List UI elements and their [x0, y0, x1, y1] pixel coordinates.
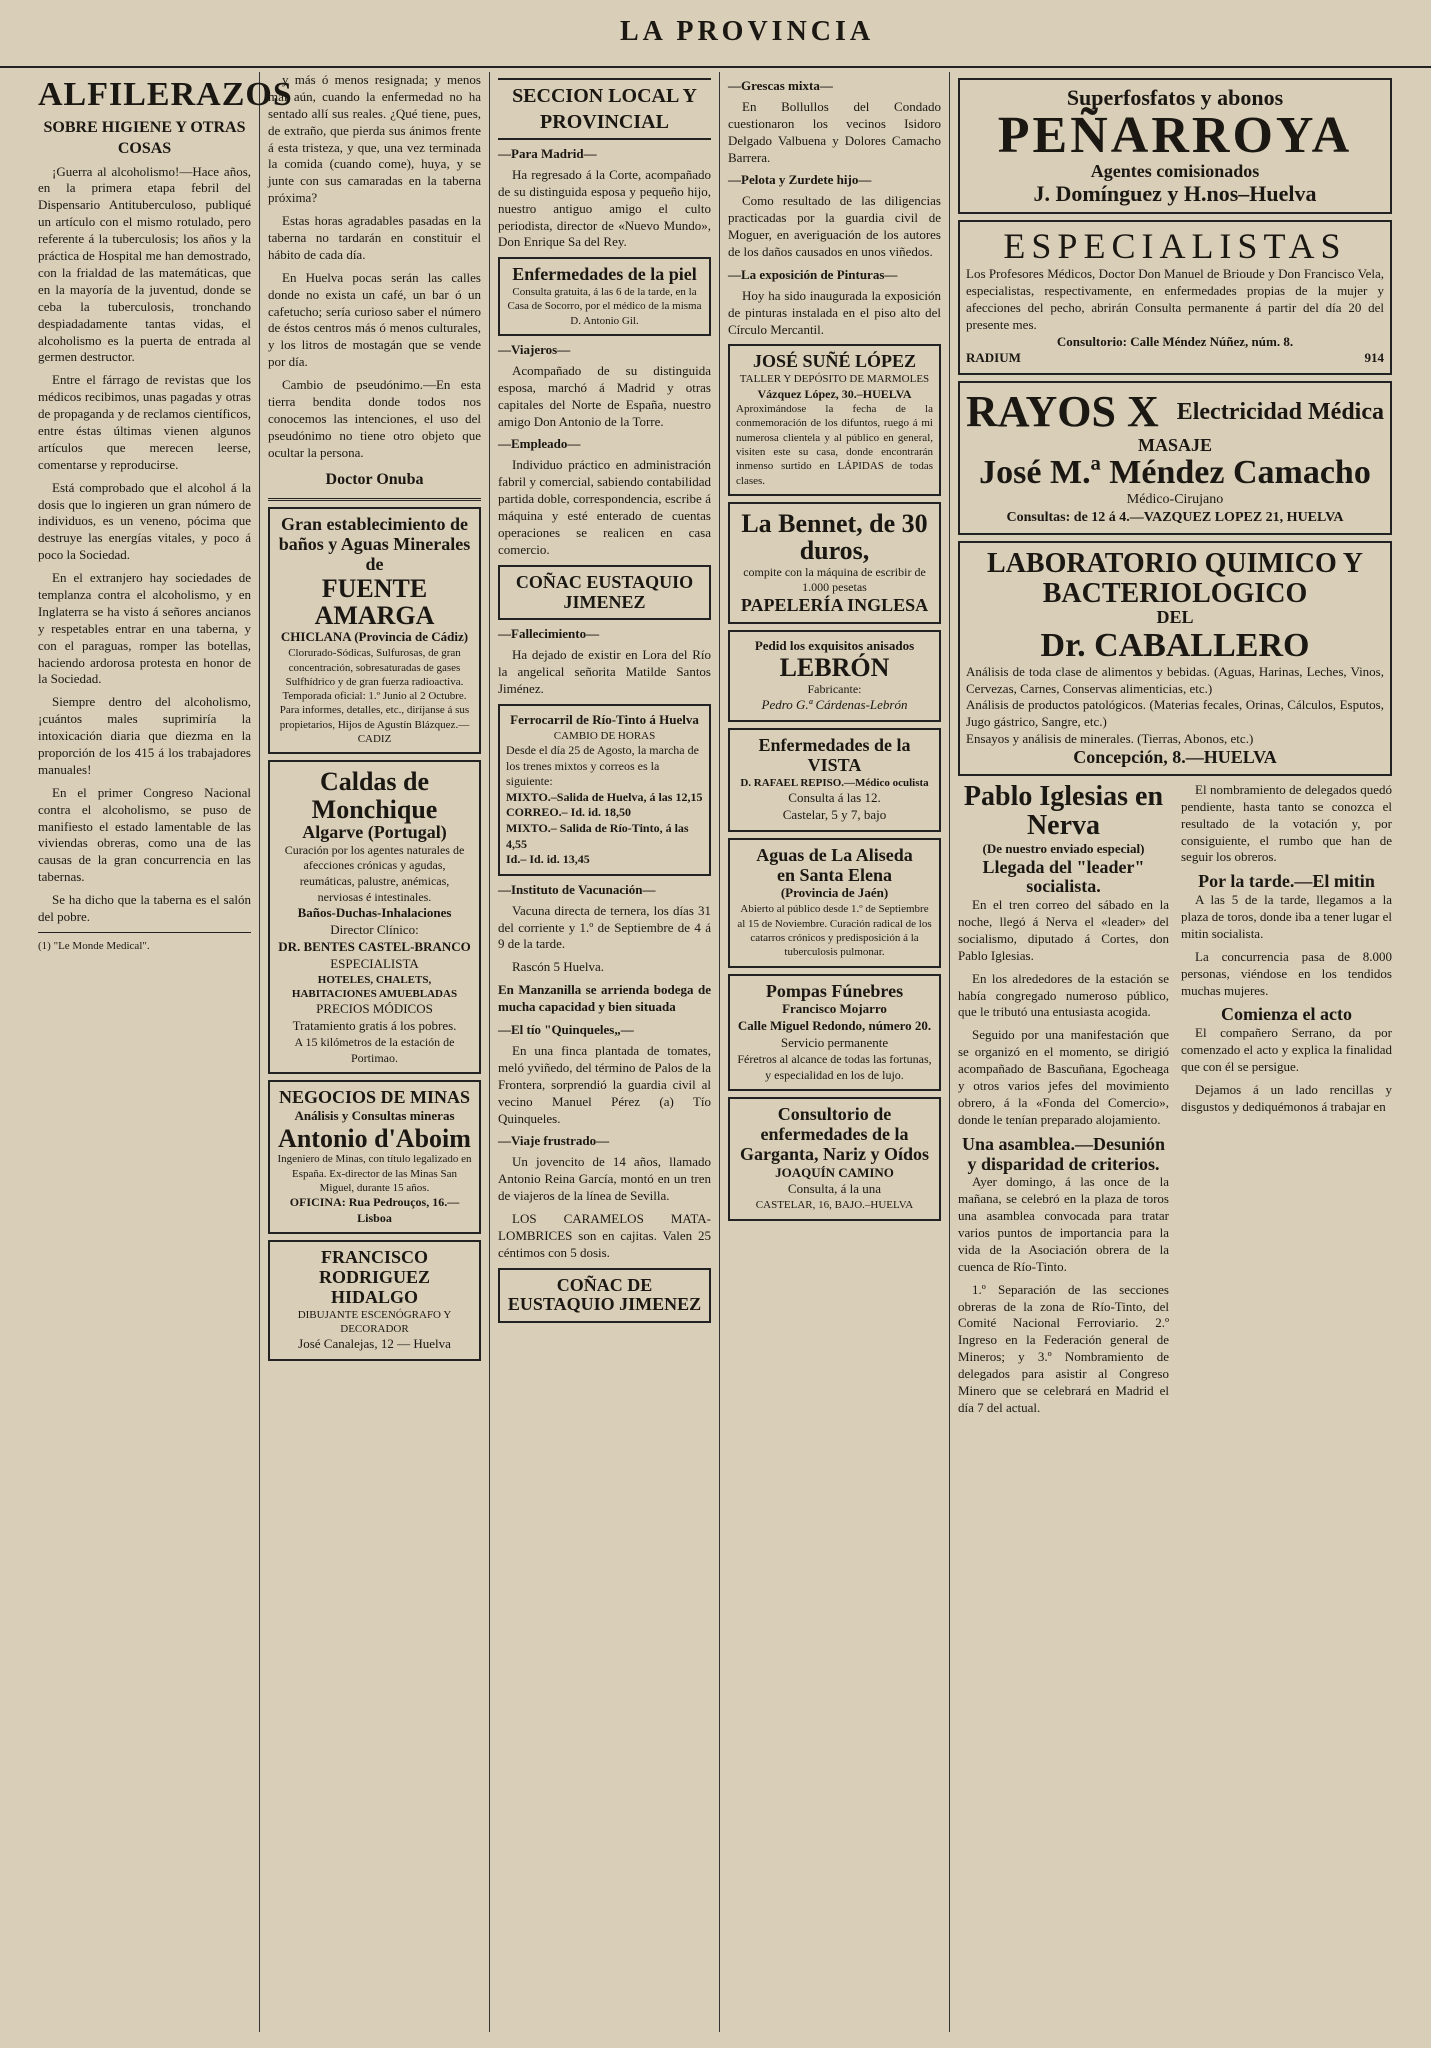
divider — [38, 932, 251, 933]
paragraph: Cambio de pseudónimo.—En esta tierra bendita donde todos nos conocemos las intenciones, el uso del pseudónimo no tiene otro objeto que ocultar la persona. — [268, 377, 481, 460]
ad-radium: RADIUM — [966, 350, 1021, 366]
ad-place: Algarve (Portugal) — [302, 821, 447, 842]
ad-hours: Consulta á las 12. — [788, 790, 881, 806]
section-title: SECCION LOCAL Y PROVINCIAL — [498, 78, 711, 140]
ad-doctor: JOAQUÍN CAMINO — [775, 1164, 894, 1180]
ad-masaje: MASAJE — [1137, 434, 1212, 455]
ad-title: ESPECIALISTAS — [1003, 226, 1347, 267]
ad-text: Aproximándose la fecha de la conmemoración de los difuntos, ruego á mi numerosa clientela y al público en general, visiten este su casa, donde encontrarán inmenso surtido en LÁPIDAS de todas clases. — [736, 403, 933, 487]
paragraph: Ha dejado de existir en Lora del Río la angelical señorita Matilde Santos Jiménez. — [498, 647, 711, 696]
article-heading: Por la tarde.—El mitin — [1198, 871, 1375, 892]
ad-pretitle: Pedid los exquisitos anisados — [754, 637, 915, 653]
notice-text: Consulta gratuita, á las 6 de la tarde, en la Casa de Socorro, por el médico de la misma D. Antonio Gil. — [507, 286, 702, 327]
paragraph: y más ó menos resignada; y menos mal aún, cuando la enfermedad no ha sentado allí sus reales. ¿Qué tiene, pues, de extraño, que pierda sus ánimos frente á esta tristeza, y que, una vez terminada la comida (cuando come), huya, y se junte con sus camaradas en la taberna próxima? — [268, 72, 481, 206]
ad-rayos-x — [958, 381, 1392, 535]
ad-text: Abierto al público desde 1.º de Septiembre al 15 de Noviembre. Curación radical de los catarros crónicos y predisposición á la tuberculosis pulmonar. — [737, 903, 932, 959]
column-4 — [720, 72, 950, 2032]
ad-cognac — [498, 565, 711, 621]
news-heading: —El tío "Quinqueles„— — [498, 1022, 634, 1038]
ad-hotels: HOTELES, CHALETS, HABITACIONES AMUEBLADAS — [291, 973, 458, 1000]
paragraph: Como resultado de las diligencias practicadas por la guardia civil de Moguer, en averiguación de los autores de los daños causados en unos viñedos. — [728, 193, 941, 260]
ad-fab-label: Fabricante: — [807, 681, 862, 696]
ad-free: Tratamiento gratis á los pobres. — [292, 1018, 457, 1034]
ad-service: Servicio permanente — [780, 1035, 889, 1051]
news-heading: —Fallecimiento— — [498, 626, 600, 642]
divider — [268, 498, 481, 501]
train-row: CORREO.– Id. id. 18,50 — [506, 805, 632, 820]
ad-lebron — [728, 630, 941, 723]
newspaper-title: LA PROVINCIA — [620, 16, 875, 47]
ad-agents: Agentes comisionados — [1090, 161, 1260, 182]
ad-address: CASTELAR, 16, BAJO.–HUELVA — [755, 1199, 914, 1212]
masthead — [0, 10, 1431, 68]
ad-text: Ensayos y análisis de minerales. (Tierras, Abonos, etc.) — [966, 731, 1254, 747]
ad-services: Baños-Duchas-Inhalaciones — [297, 905, 452, 921]
paragraph: El nombramiento de delegados quedó pendiente, hasta tanto se conozca el resultado de la votación y, por consiguiente, el rumbo que han de seguir los obreros. — [1181, 781, 1392, 865]
paragraph: Hoy ha sido inaugurada la exposición de pinturas instalada en el piso alto del Círculo Mercantil. — [728, 287, 941, 337]
paragraph: En los alrededores de la estación se había congregado numeroso público, que le tributó una entusiasta acogida. — [958, 970, 1169, 1020]
ad-subtitle: TALLER Y DEPÓSITO DE MARMOLES — [739, 373, 930, 386]
news-heading: —Viaje frustrado— — [498, 1133, 610, 1149]
paragraph: La concurrencia pasa de 8.000 personas, viéndose en los tendidos muchas mujeres. — [1181, 948, 1392, 998]
ad-maker: Pedro G.ª Cárdenas-Lebrón — [761, 697, 908, 713]
ad-hours: Consultas: de 12 á 4.—VAZQUEZ LOPEZ 21, HUELVA — [1006, 510, 1344, 526]
ad-hours: Consulta, á la una — [787, 1181, 882, 1197]
paragraph: ¡Guerra al alcoholismo!—Hace años, en la primera etapa febril del Dispensario Antituberculoso, publiqué un artículo con el mismo rotulado, pero referente á la tuberculosis; los años y la práctica de Hospital me han demostrado, con la frialdad de las matemáticas, que en la mayoría de la juventud, donde se ceba la tuberculosis, tronchando despiadadamente tantas vidas, el alcoholismo es la puerta de entrada al germen destructor. — [38, 163, 251, 365]
ad-caldas-monchique — [268, 760, 481, 1074]
news-heading: —Grescas mixta— — [728, 78, 833, 93]
footnote: (1) "Le Monde Medical". — [38, 939, 150, 952]
ad-address: Vázquez López, 30.–HUELVA — [757, 386, 912, 401]
paragraph: El compañero Serrano, da por comenzado el acto y explica la finalidad que con él se persigue. — [1181, 1025, 1392, 1075]
paragraph: Siempre dentro del alcoholismo, ¡cuántos males suprimiría la intoxicación diaria que diezma en la proporción de los 415 á los trabajadores manuales! — [38, 694, 251, 777]
article-subtitle: (De nuestro enviado especial) — [982, 840, 1145, 856]
ad-text: Clorurado-Sódicas, Sulfurosas, de gran concentración, sobresaturadas de gases Sulfhídrico y de gran fuerza radioactiva. Temporada oficial: 1.º Junio al 2 Octubre. — [282, 647, 467, 703]
ad-name: PEÑARROYA — [997, 107, 1353, 165]
paragraph: En Bollullos del Condado cuestionaron los vecinos Isidoro Delgado Valbuena y Dolores Camacho Barrera. — [728, 98, 941, 165]
ad-laboratorio — [958, 541, 1392, 776]
ad-address: José Canalejas, 12 — Huelva — [298, 1336, 451, 1352]
notice-skin-diseases — [498, 257, 711, 336]
column-1 — [30, 72, 293, 2032]
railway-text: Desde el día 25 de Agosto, la marcha de los trenes mixtos y correos es la siguiente: — [506, 743, 699, 789]
ad-text: Análisis de toda clase de alimentos y bebidas. (Aguas, Harinas, Leches, Vinos, Cervezas, Carnes, Conservas alimenticias, etc.) — [966, 663, 1384, 696]
ad-title: COÑAC DE EUSTAQUIO JIMENEZ — [507, 1274, 702, 1315]
ad-name: José M.ª Méndez Camacho — [979, 454, 1371, 492]
news-heading: —Para Madrid— — [498, 146, 597, 161]
ad-address: Calle Miguel Redondo, número 20. — [737, 1018, 932, 1034]
train-row: Id.– Id. id. 13,45 — [506, 852, 590, 867]
ad-text: Análisis de productos patológicos. (Materias fecales, Orinas, Cálculos, Esputos, Jugo gástrico, Sangre, etc.) — [966, 697, 1384, 730]
ad-place: CHICLANA (Provincia de Cádiz) — [280, 629, 469, 645]
article-left — [958, 782, 1169, 1423]
news-heading: —Empleado— — [498, 436, 581, 452]
ad-address: Concepción, 8.—HUELVA — [1073, 747, 1277, 768]
ad-rodriguez-hidalgo — [268, 1240, 481, 1361]
paragraph: Seguido por una manifestación que se organizó en el momento, se dirigió acompañado de Bascuñana, Egocheaga y otros varios jefes del movimiento obrero, á la «Fonda del Comercio», donde le tenían preparado alojamiento. — [958, 1027, 1169, 1127]
column-5 — [950, 72, 1400, 2032]
ad-title: FRANCISCO RODRIGUEZ HIDALGO — [318, 1247, 430, 1307]
ad-sune-lopez — [728, 344, 941, 495]
ad-fuente-amarga — [268, 507, 481, 754]
paragraph: Ha regresado á la Corte, acompañado de su distinguida esposa y pequeño hijo, nuestro antiguo amigo el culto periodista, director de «Nuevo Mundo», Don Enrique Sa del Rey. — [498, 166, 711, 250]
article-subtitle: SOBRE HIGIENE Y OTRAS COSAS — [43, 119, 246, 157]
article-pablo-iglesias — [958, 782, 1392, 1423]
paragraph: Se ha dicho que la taberna es el salón del pobre. — [38, 892, 251, 924]
ad-title: LABORATORIO QUIMICO Y BACTERIOLOGICO — [987, 548, 1363, 609]
ad-title: NEGOCIOS DE MINAS — [278, 1087, 471, 1108]
paragraph: Un jovencito de 14 años, llamado Antonio Reina García, montó en un tren de viajeros de la línea de Sevilla. — [498, 1154, 711, 1204]
railway-subtitle: CAMBIO DE HORAS — [553, 729, 656, 742]
ad-pompas-funebres — [728, 974, 941, 1092]
ad-name: Antonio d'Aboim — [278, 1123, 471, 1153]
ad-title: La Bennet, de 30 duros, — [741, 508, 928, 566]
train-row: MIXTO.– Salida de Río-Tinto, á las 4,55 — [506, 821, 689, 851]
ad-role: Médico-Cirujano — [1126, 491, 1224, 507]
paragraph: En una finca plantada de tomates, meló yviñedo, del término de Palos de la Frontera, sorprendió la guardia civil al vecino Manuel Pérez (a) Tío Quinqueles. — [498, 1042, 711, 1126]
ad-garganta — [728, 1097, 941, 1220]
paragraph: En el extranjero hay sociedades de templanza contra el alcoholismo, y en Inglaterra se ha visto á señores ancianos y respetables entrar en una taberna, y con el paraguas, romper las botellas, haciendo ardorosa protesta en honor de la Sociedad. — [38, 570, 251, 687]
ad-text: Los Profesores Médicos, Doctor Don Manuel de Brioude y Don Francisco Vela, especialistas, respectivamente, en enfermedades propias de la mujer y afecciones del pecho, abrirán Consulta permanente á partir del día 20 del presente mes. — [966, 265, 1384, 332]
ad-title: RAYOS X — [966, 387, 1159, 437]
ad-province: (Provincia de Jaén) — [780, 885, 889, 901]
ad-text: compite con la máquina de escribir de 1.000 pesetas — [743, 564, 926, 595]
news-heading: —Instituto de Vacunación— — [498, 881, 656, 897]
article-heading: Llegada del "leader" socialista. — [982, 856, 1145, 897]
paragraph: En el primer Congreso Nacional contra el alcoholismo, se puso de manifiesto el estado lamentable de las viviendas obreras, como una de las causas de la gran concurrencia en las tabernas. — [38, 784, 251, 885]
ad-right-title: Electricidad Médica — [1176, 399, 1384, 426]
ad-especialistas — [958, 220, 1392, 375]
ad-title: Consultorio de enfermedades de la Garganta, Nariz y Oídos — [740, 1104, 929, 1164]
ad-del: DEL — [1156, 607, 1194, 628]
notice-title: Enfermedades de la piel — [512, 264, 697, 285]
ad-address: Castelar, 5 y 7, bajo — [782, 806, 887, 822]
ad-title: Pompas Fúnebres — [765, 980, 904, 1001]
ad-firm: J. Domínguez y H.nos–Huelva — [1033, 180, 1317, 206]
ad-name: Francisco Mojarro — [782, 1001, 887, 1017]
paragraph: En el tren correo del sábado en la noche, llegó á Nerva el «leader» del socialismo, diputado á Cortes, don Pablo Iglesias. — [958, 897, 1169, 963]
paragraph: 1.º Separación de las secciones obreras de la zona de Río-Tinto, del Comité Nacional Ferroviario. 2.º Ingreso en la Federación general de Mineros; y 3.º Nombramiento de delegados para asistir al Congreso Minero que se celebrará en Madrid el día 7 del actual. — [958, 1281, 1169, 1415]
article-title: Pablo Iglesias en Nerva — [963, 780, 1164, 842]
paragraph: Acompañado de su distinguida esposa, marchó á Madrid y otras capitales del Norte de España, nuestro amigo Don Antonio de la Torre. — [498, 362, 711, 429]
ad-aliseda — [728, 838, 941, 968]
article-heading: Una asamblea.—Desunión y disparidad de criterios. — [961, 1133, 1166, 1174]
ad-name: JOSÉ SUÑÉ LÓPEZ — [752, 351, 917, 372]
paragraph: Ayer domingo, á las once de la mañana, se celebró en la plaza de toros una asamblea convocada para tratar varios puntos de importancia para la vida de la Asociación obrera de la cuenca de Río-Tinto. — [958, 1174, 1169, 1274]
ad-title: Aguas de La Aliseda — [756, 844, 913, 865]
ad-header — [966, 389, 1384, 435]
train-row: MIXTO.–Salida de Huelva, á las 12,15 — [506, 789, 703, 804]
ad-prices: PRECIOS MÓDICOS — [316, 1001, 433, 1017]
ad-name: FUENTE AMARGA — [314, 573, 435, 631]
news-heading: —Viajeros— — [498, 342, 571, 358]
paragraph: Dejamos á un lado rencillas y disgustos y dediquémonos á trabajar en — [1181, 1081, 1392, 1114]
paragraph: A las 5 de la tarde, llegamos a la plaza de toros, donde iba a tener lugar el mitin socialista. — [1181, 892, 1392, 941]
ad-title: Caldas de Monchique — [311, 767, 438, 824]
ad-bennet — [728, 502, 941, 624]
column-3 — [490, 72, 720, 2032]
ad-text: Féretros al alcance de todas las fortunas, y especialidad en los de lujo. — [737, 1052, 932, 1082]
railway-title: Ferrocarril de Río-Tinto á Huelva — [510, 711, 699, 727]
paragraph: Estas horas agradables pasadas en la taberna no tardarán en constituir el hábito de cada día. — [268, 213, 481, 262]
ad-number: 914 — [1364, 350, 1384, 366]
column-2 — [260, 72, 490, 2032]
ad-office: OFICINA: Rua Pedrouços, 16.—Lisboa — [289, 1195, 460, 1225]
ad-title: COÑAC EUSTAQUIO JIMENEZ — [515, 571, 694, 612]
ad-subtitle: DIBUJANTE ESCENÓGRAFO Y DECORADOR — [297, 1308, 452, 1335]
ad-text: Curación por los agentes naturales de afecciones crónicas y agudas, reumáticas, palustre, anémicas, nerviosas é intestinales. — [284, 842, 465, 904]
ad-cognac-2 — [498, 1268, 711, 1324]
paragraph: Está comprobado que el alcohol á la dosis que lo ingieren un gran número de individuos, es un veneno, pócima que destruye las energías vitales, y poco á poco la Sociedad. — [38, 479, 251, 563]
ad-top: Superfosfatos y abonos — [1066, 85, 1284, 110]
news-heading: —Pelota y Zurdete hijo— — [728, 172, 872, 188]
ad-director-label: Director Clínico: — [330, 922, 419, 937]
ad-subtitle: Análisis y Consultas mineras — [294, 1108, 455, 1124]
railway-notice — [498, 704, 711, 876]
ad-shop: PAPELERÍA INGLESA — [740, 594, 929, 615]
ad-footer — [966, 350, 1384, 367]
ad-doctor: D. RAFAEL REPISO.—Médico oculista — [740, 776, 929, 789]
paragraph: Individuo práctico en administración fabril y comercial, sabiendo contabilidad partida doble, correspondencia, escribe á máquina y esté enterado de cuentas operaciones se realicen en casa comercio. — [498, 457, 711, 557]
ad-name: LEBRÓN — [779, 653, 890, 683]
news-heading: En Manzanilla se arrienda bodega de mucha capacidad y bien situada — [498, 982, 711, 1015]
paragraph: Entre el fárrago de revistas que los médicos recibimos, unas pagadas y otras de propaganda y de reclamos científicos, entre éstas últimas vienen algunos artículos que merecen leerse, comentarse y reproducirse. — [38, 372, 251, 472]
ad-distance: A 15 kilómetros de la estación de Portimao. — [294, 1035, 455, 1065]
paragraph: Vacuna directa de ternera, los días 31 del corriente y 1.º de Septiembre de 4 á 9 de la tarde. — [498, 902, 711, 952]
article-title: ALFILERAZOS — [38, 76, 293, 113]
ad-director: DR. BENTES CASTEL-BRANCO — [278, 938, 471, 954]
signature: Doctor Onuba — [325, 470, 424, 488]
ad-title: Enfermedades de la VISTA — [758, 735, 911, 775]
ad-place: en Santa Elena — [776, 864, 893, 885]
paragraph: LOS CARAMELOS MATA-LOMBRICES son en cajitas. Valen 25 céntimos con 5 dosis. — [498, 1210, 711, 1260]
ad-penarroya — [958, 78, 1392, 214]
ad-specialty: ESPECIALISTA — [330, 955, 419, 971]
ad-text: Ingeniero de Minas, con título legalizado en España. Ex-director de las Minas San Miguel, durante 15 años. — [277, 1153, 472, 1194]
ad-negocios-minas — [268, 1080, 481, 1234]
paragraph: En Huelva pocas serán las calles donde no exista un café, un bar ó un cafetucho; sería curioso saber el número de éstos centros más ó menos culturales, y los litros de mostagán que se vende por día. — [268, 269, 481, 370]
paragraph: Rascón 5 Huelva. — [512, 959, 605, 975]
ad-footer: Para informes, detalles, etc., diríjanse á sus propietarios, Hijos de Agustín Blázquez.—CADIZ — [279, 704, 470, 746]
train-list — [506, 790, 703, 868]
ad-vista — [728, 728, 941, 832]
ad-office: Consultorio: Calle Méndez Núñez, núm. 8. — [1056, 333, 1294, 349]
article-right — [1181, 782, 1392, 1423]
article-heading: Comienza el acto — [1221, 1004, 1352, 1025]
ad-title: Gran establecimiento de baños y Aguas Minerales de — [278, 514, 471, 574]
ad-name: Dr. CABALLERO — [1040, 626, 1310, 664]
news-heading: —La exposición de Pinturas— — [728, 266, 898, 282]
